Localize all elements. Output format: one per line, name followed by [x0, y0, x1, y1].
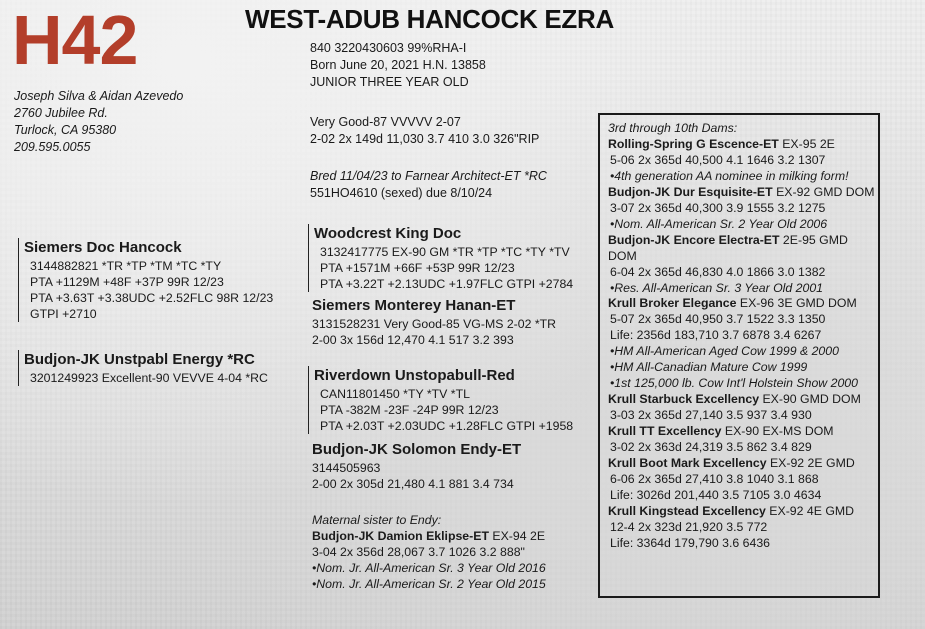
- dam-entry-score: EX-96 3E GMD DOM: [736, 296, 857, 311]
- dam-entry-title: [608, 137, 878, 153]
- dam-entry-title: [608, 456, 878, 472]
- maternal-sister-name: Budjon-JK Damion Eklipse-ET: [312, 529, 489, 543]
- dam-entry-title: [608, 424, 878, 440]
- dam-dam-detail: 3144505963: [312, 461, 381, 475]
- dam-entry-score: EX-95 2E: [778, 136, 835, 151]
- dam-entry-record: 6-06 2x 365d 27,410 3.8 1040 3.1 868: [610, 471, 819, 486]
- maternal-sister-note: •Nom. Jr. All-American Sr. 3 Year Old 2016: [312, 561, 546, 575]
- owner-city: Turlock, CA 95380: [14, 123, 117, 137]
- owner-phone: 209.595.0055: [14, 140, 91, 154]
- sire-dam-name: Siemers Monterey Hanan-ET: [312, 297, 516, 314]
- dam-sire-detail: PTA +2.03T +2.03UDC +1.28FLC GTPI +1958: [320, 419, 574, 433]
- dams-box-header: 3rd through 10th Dams:: [608, 121, 738, 135]
- dam-entry-title: [608, 296, 878, 312]
- dam-entry-name: Krull TT Excellency: [608, 424, 722, 439]
- dam-entry-name: Krull Broker Elegance: [608, 296, 737, 311]
- dam-entry-title: [608, 504, 878, 520]
- dam-entry-record: 3-03 2x 365d 27,140 3.5 937 3.4 930: [610, 408, 812, 423]
- sire-sire-block: [308, 224, 573, 292]
- dam-sire-block: [308, 366, 573, 434]
- dam-entry-note: •4th generation AA nominee in milking form!: [610, 168, 849, 183]
- dam-entry-title: [608, 233, 878, 265]
- dam-sire-name: Riverdown Unstopabull-Red: [314, 367, 515, 384]
- sire-detail: PTA +1129M +48F +37P 99R 12/23: [30, 275, 224, 289]
- maternal-sister-block: [312, 512, 546, 592]
- sire-dam-detail: 2-00 3x 156d 12,470 4.1 517 3.2 393: [312, 333, 514, 347]
- registration-info: [310, 40, 486, 91]
- sire-sire-detail: PTA +3.22T +2.13UDC +1.97FLC GTPI +2784: [320, 277, 574, 291]
- dam-entry-record: 3-07 2x 365d 40,300 3.9 1555 3.2 1275: [610, 200, 826, 215]
- dam-sire-detail: PTA -382M -23F -24P 99R 12/23: [320, 403, 499, 417]
- lot-number: H42: [12, 1, 138, 79]
- dam-entry-name: Krull Kingstead Excellency: [608, 503, 766, 518]
- dam-entry-score: EX-90 GMD DOM: [759, 392, 861, 407]
- age-class: JUNIOR THREE YEAR OLD: [310, 75, 469, 89]
- dam-dam-name: Budjon-JK Solomon Endy-ET: [312, 441, 522, 458]
- dam-entry-name: Krull Boot Mark Excellency: [608, 456, 767, 471]
- dam-entry-score: EX-92 GMD DOM: [772, 184, 875, 199]
- bred-sire-code: 551HO4610 (sexed) due 8/10/24: [310, 186, 493, 200]
- dam-name: Budjon-JK Unstpabl Energy *RC: [24, 351, 255, 368]
- dam-entry-note: •1st 125,000 lb. Cow Int'l Holstein Show 2000: [610, 376, 858, 391]
- dam-entry-record: 5-06 2x 365d 40,500 4.1 1646 3.2 1307: [610, 152, 826, 167]
- dam-entry-note: •Nom. All-American Sr. 2 Year Old 2006: [610, 216, 828, 231]
- dam-entry-record: Life: 3026d 201,440 3.5 7105 3.0 4634: [610, 487, 822, 502]
- maternal-sister-score: EX-94 2E: [488, 529, 546, 543]
- dam-entry-note: •HM All-American Aged Cow 1999 & 2000: [610, 344, 839, 359]
- dam-sire-detail: CAN11801450 *TY *TV *TL: [320, 387, 470, 401]
- bred-to: Bred 11/04/23 to Farnear Architect-ET *RC: [310, 169, 547, 183]
- dam-dam-detail: 2-00 2x 305d 21,480 4.1 881 3.4 734: [312, 477, 514, 491]
- dam-entry-score: EX-90 EX-MS DOM: [721, 424, 834, 439]
- maternal-sister-title: [312, 528, 546, 544]
- dam-entry-score: EX-92 4E GMD: [765, 503, 855, 518]
- dam-entry-note: •Res. All-American Sr. 3 Year Old 2001: [610, 280, 823, 295]
- maternal-sister-record: 3-04 2x 356d 28,067 3.7 1026 3.2 888": [312, 545, 525, 559]
- sire-name: Siemers Doc Hancock: [24, 239, 182, 256]
- dam-entry-record: Life: 3364d 179,790 3.6 6436: [610, 535, 771, 550]
- dam-entry-name: Budjon-JK Dur Esquisite-ET: [608, 184, 773, 199]
- dam-entry-record: 12-4 2x 323d 21,920 3.5 772: [610, 519, 768, 534]
- sire-sire-detail: 3132417775 EX-90 GM *TR *TP *TC *TY *TV: [320, 245, 570, 259]
- birth-date: Born June 20, 2021 H.N. 13858: [310, 58, 486, 72]
- maternal-sister-note: •Nom. Jr. All-American Sr. 2 Year Old 2015: [312, 577, 546, 591]
- score-line: Very Good-87 VVVVV 2-07: [310, 115, 461, 129]
- dam-entry-name: Rolling-Spring G Escence-ET: [608, 136, 779, 151]
- dam-entry-note: •HM All-Canadian Mature Cow 1999: [610, 360, 808, 375]
- dam-entry-record: 6-04 2x 365d 46,830 4.0 1866 3.0 1382: [610, 264, 826, 279]
- dam-block: [18, 350, 268, 386]
- sire-dam-detail: 3131528231 Very Good-85 VG-MS 2-02 *TR: [312, 317, 557, 331]
- sire-sire-name: Woodcrest King Doc: [314, 225, 462, 242]
- dam-entry-score: EX-92 2E GMD: [766, 456, 855, 471]
- dam-entry-record: Life: 2356d 183,710 3.7 6878 3.4 6267: [610, 328, 822, 343]
- owner-street: 2760 Jubilee Rd.: [14, 106, 108, 120]
- dam-entry-title: [608, 392, 878, 408]
- sire-detail: GTPI +2710: [30, 307, 97, 321]
- owner-info: [14, 88, 183, 156]
- dams-box: [598, 113, 880, 598]
- sire-block: [18, 238, 273, 322]
- dam-entry-name: Budjon-JK Encore Electra-ET: [608, 232, 780, 247]
- dam-detail: 3201249923 Excellent-90 VEVVE 4-04 *RC: [30, 371, 268, 385]
- dam-entry-name: Krull Starbuck Excellency: [608, 392, 760, 407]
- breeding-info: [310, 168, 547, 202]
- animal-title: WEST-ADUB HANCOCK EZRA: [245, 4, 614, 34]
- classification-score: [310, 114, 539, 148]
- dam-entry-record: 5-07 2x 365d 40,950 3.7 1522 3.3 1350: [610, 312, 826, 327]
- dam-dam-block: [312, 440, 521, 492]
- record-line: 2-02 2x 149d 11,030 3.7 410 3.0 326"RIP: [310, 132, 540, 146]
- sire-detail: PTA +3.63T +3.38UDC +2.52FLC 98R 12/23: [30, 291, 274, 305]
- dam-entry-title: [608, 185, 878, 201]
- owner-name: Joseph Silva & Aidan Azevedo: [14, 89, 184, 103]
- dam-entry-score: 2E-95 GMD DOM: [608, 232, 848, 263]
- dams-list: [608, 137, 878, 552]
- maternal-sister-intro: Maternal sister to Endy:: [312, 513, 442, 527]
- sire-sire-detail: PTA +1571M +66F +53P 99R 12/23: [320, 261, 515, 275]
- sire-dam-block: [312, 296, 556, 348]
- sire-detail: 3144882821 *TR *TP *TM *TC *TY: [30, 259, 222, 273]
- dam-entry-record: 3-02 2x 363d 24,319 3.5 862 3.4 829: [610, 440, 812, 455]
- registration-number: 840 3220430603 99%RHA-I: [310, 41, 467, 55]
